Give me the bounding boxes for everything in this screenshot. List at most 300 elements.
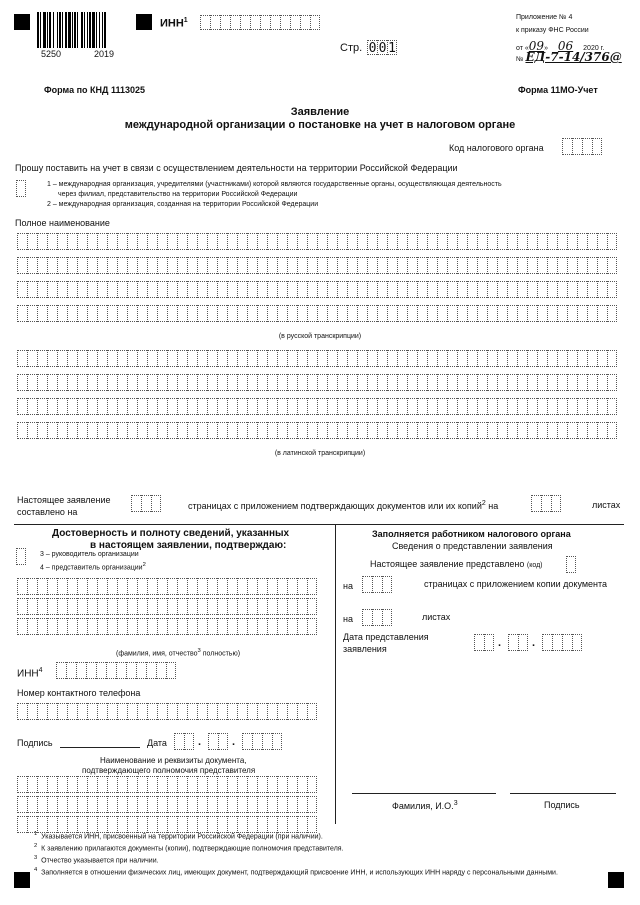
input-cell[interactable] [197, 350, 207, 367]
input-cell[interactable] [141, 495, 151, 512]
input-cell[interactable] [67, 350, 77, 367]
input-cell[interactable] [497, 233, 507, 250]
input-cell[interactable] [117, 618, 127, 635]
input-cell[interactable] [477, 374, 487, 391]
input-cell[interactable] [566, 556, 576, 573]
input-cell[interactable] [107, 776, 117, 793]
input-cell[interactable] [27, 350, 37, 367]
input-cell[interactable] [407, 233, 417, 250]
input-cell[interactable] [597, 281, 607, 298]
input-cell[interactable] [367, 233, 377, 250]
input-cell[interactable] [187, 305, 197, 322]
input-cell[interactable] [497, 422, 507, 439]
input-cell[interactable] [97, 703, 107, 720]
input-cell[interactable] [277, 618, 287, 635]
input-cell[interactable] [287, 257, 297, 274]
input-cell[interactable] [437, 374, 447, 391]
input-cell[interactable] [117, 281, 127, 298]
input-cell[interactable] [97, 598, 107, 615]
input-cell[interactable] [167, 776, 177, 793]
input-cell[interactable] [167, 233, 177, 250]
input-cell[interactable] [67, 703, 77, 720]
input-cell[interactable] [447, 398, 457, 415]
input-cell[interactable] [337, 350, 347, 367]
input-cell[interactable] [277, 233, 287, 250]
input-cell[interactable] [67, 257, 77, 274]
input-cell[interactable] [57, 703, 67, 720]
input-cell[interactable] [397, 281, 407, 298]
input-cell[interactable] [277, 374, 287, 391]
input-cell[interactable] [397, 350, 407, 367]
input-cell[interactable] [76, 662, 86, 679]
input-cell[interactable] [427, 281, 437, 298]
input-cell[interactable] [107, 796, 117, 813]
input-cell[interactable] [397, 374, 407, 391]
input-cell[interactable] [577, 374, 587, 391]
input-cell[interactable] [257, 257, 267, 274]
input-cell[interactable] [167, 281, 177, 298]
input-cell[interactable] [527, 350, 537, 367]
input-cell[interactable] [187, 281, 197, 298]
input-cell[interactable] [497, 398, 507, 415]
input-cell[interactable] [397, 422, 407, 439]
input-cell[interactable] [287, 703, 297, 720]
date-year-cells[interactable] [242, 733, 282, 750]
input-cell[interactable] [207, 703, 217, 720]
input-cell[interactable] [177, 776, 187, 793]
input-cell[interactable] [542, 634, 552, 651]
input-cell[interactable] [307, 598, 317, 615]
input-cell[interactable] [557, 398, 567, 415]
input-cell[interactable] [57, 578, 67, 595]
input-cell[interactable] [607, 305, 617, 322]
input-cell[interactable] [577, 305, 587, 322]
input-cell[interactable] [227, 422, 237, 439]
input-cell[interactable] [227, 374, 237, 391]
input-cell[interactable] [217, 305, 227, 322]
input-cell[interactable] [167, 350, 177, 367]
input-cell[interactable] [157, 578, 167, 595]
input-cell[interactable] [287, 796, 297, 813]
input-cell[interactable] [67, 281, 77, 298]
grid-row[interactable] [17, 618, 317, 635]
input-cell[interactable] [457, 422, 467, 439]
input-cell[interactable] [117, 796, 127, 813]
input-cell[interactable] [187, 598, 197, 615]
input-cell[interactable] [197, 233, 207, 250]
inn-cells[interactable] [200, 15, 320, 30]
input-cell[interactable] [287, 374, 297, 391]
input-cell[interactable] [307, 350, 317, 367]
input-cell[interactable] [417, 422, 427, 439]
input-cell[interactable] [497, 281, 507, 298]
input-cell[interactable] [397, 257, 407, 274]
input-cell[interactable] [87, 305, 97, 322]
input-cell[interactable] [227, 578, 237, 595]
input-cell[interactable] [87, 618, 97, 635]
input-cell[interactable] [117, 598, 127, 615]
input-cell[interactable] [137, 398, 147, 415]
input-cell[interactable] [317, 398, 327, 415]
input-cell[interactable] [337, 281, 347, 298]
input-cell[interactable] [177, 374, 187, 391]
input-cell[interactable] [592, 138, 602, 155]
input-cell[interactable] [87, 233, 97, 250]
input-cell[interactable] [487, 374, 497, 391]
input-cell[interactable] [27, 374, 37, 391]
input-cell[interactable] [327, 233, 337, 250]
input-cell[interactable] [267, 305, 277, 322]
input-cell[interactable] [197, 305, 207, 322]
input-cell[interactable] [377, 422, 387, 439]
input-cell[interactable] [97, 305, 107, 322]
input-cell[interactable] [317, 374, 327, 391]
input-cell[interactable] [277, 796, 287, 813]
input-cell[interactable] [317, 350, 327, 367]
input-cell[interactable] [517, 374, 527, 391]
input-cell[interactable] [587, 233, 597, 250]
input-cell[interactable] [297, 796, 307, 813]
input-cell[interactable] [467, 281, 477, 298]
input-cell[interactable] [67, 233, 77, 250]
input-cell[interactable] [507, 398, 517, 415]
input-cell[interactable] [47, 776, 57, 793]
input-cell[interactable] [177, 233, 187, 250]
input-cell[interactable] [17, 776, 27, 793]
input-cell[interactable] [117, 233, 127, 250]
input-cell[interactable] [107, 281, 117, 298]
input-cell[interactable] [474, 634, 484, 651]
input-cell[interactable] [177, 598, 187, 615]
input-cell[interactable] [107, 374, 117, 391]
input-cell[interactable] [607, 257, 617, 274]
input-cell[interactable] [607, 233, 617, 250]
input-cell[interactable] [257, 776, 267, 793]
input-cell[interactable] [567, 398, 577, 415]
input-cell[interactable] [67, 776, 77, 793]
input-cell[interactable] [407, 374, 417, 391]
input-cell[interactable] [327, 281, 337, 298]
input-cell[interactable] [317, 305, 327, 322]
input-cell[interactable] [147, 350, 157, 367]
input-cell[interactable] [47, 422, 57, 439]
input-cell[interactable] [267, 776, 277, 793]
input-cell[interactable] [572, 634, 582, 651]
input-cell[interactable] [607, 422, 617, 439]
input-cell[interactable] [467, 422, 477, 439]
input-cell[interactable] [57, 598, 67, 615]
input-cell[interactable] [417, 257, 427, 274]
input-cell[interactable] [267, 398, 277, 415]
input-cell[interactable] [17, 398, 27, 415]
input-cell[interactable] [167, 703, 177, 720]
input-cell[interactable] [87, 281, 97, 298]
input-cell[interactable] [337, 374, 347, 391]
input-cell[interactable] [97, 374, 107, 391]
input-cell[interactable] [227, 281, 237, 298]
input-cell[interactable] [307, 796, 317, 813]
input-cell[interactable] [327, 257, 337, 274]
input-cell[interactable] [127, 598, 137, 615]
input-cell[interactable] [137, 257, 147, 274]
input-cell[interactable] [37, 374, 47, 391]
input-cell[interactable] [267, 257, 277, 274]
input-cell[interactable] [227, 398, 237, 415]
input-cell[interactable] [77, 618, 87, 635]
input-cell[interactable] [27, 398, 37, 415]
input-cell[interactable] [17, 598, 27, 615]
input-cell[interactable] [137, 422, 147, 439]
input-cell[interactable] [357, 281, 367, 298]
input-cell[interactable] [417, 233, 427, 250]
input-cell[interactable] [37, 422, 47, 439]
input-cell[interactable] [260, 15, 270, 30]
input-cell[interactable] [147, 281, 157, 298]
input-cell[interactable] [157, 776, 167, 793]
input-cell[interactable] [217, 796, 227, 813]
input-cell[interactable] [297, 776, 307, 793]
input-cell[interactable] [127, 350, 137, 367]
input-cell[interactable] [137, 233, 147, 250]
right-sheets-cells[interactable] [362, 609, 392, 626]
input-cell[interactable] [367, 374, 377, 391]
input-cell[interactable] [107, 350, 117, 367]
input-cell[interactable] [27, 618, 37, 635]
input-cell[interactable] [407, 257, 417, 274]
input-cell[interactable] [237, 796, 247, 813]
input-cell[interactable] [97, 398, 107, 415]
input-cell[interactable] [367, 305, 377, 322]
input-cell[interactable] [117, 305, 127, 322]
input-cell[interactable] [17, 422, 27, 439]
input-cell[interactable] [157, 598, 167, 615]
input-cell[interactable] [167, 578, 177, 595]
input-cell[interactable] [577, 281, 587, 298]
input-cell[interactable] [207, 422, 217, 439]
input-cell[interactable] [247, 598, 257, 615]
input-cell[interactable] [127, 233, 137, 250]
input-cell[interactable] [237, 281, 247, 298]
input-cell[interactable] [247, 305, 257, 322]
input-cell[interactable] [127, 578, 137, 595]
signature-line-right[interactable] [510, 793, 616, 794]
input-cell[interactable] [217, 776, 227, 793]
grid-row[interactable] [17, 776, 317, 793]
input-cell[interactable] [527, 281, 537, 298]
input-cell[interactable] [227, 233, 237, 250]
input-cell[interactable] [227, 796, 237, 813]
tax-office-cells[interactable] [562, 138, 602, 155]
input-cell[interactable] [127, 776, 137, 793]
input-cell[interactable] [287, 305, 297, 322]
input-cell[interactable] [247, 398, 257, 415]
input-cell[interactable] [107, 398, 117, 415]
input-cell[interactable] [387, 350, 397, 367]
input-cell[interactable] [547, 305, 557, 322]
input-cell[interactable] [497, 257, 507, 274]
grid-row[interactable] [17, 374, 617, 391]
input-cell[interactable] [147, 776, 157, 793]
input-cell[interactable] [552, 634, 562, 651]
input-cell[interactable] [287, 422, 297, 439]
input-cell[interactable] [577, 233, 587, 250]
input-cell[interactable] [47, 618, 57, 635]
input-cell[interactable] [287, 776, 297, 793]
input-cell[interactable] [347, 257, 357, 274]
input-cell[interactable] [557, 422, 567, 439]
input-cell[interactable] [427, 374, 437, 391]
input-cell[interactable] [217, 398, 227, 415]
input-cell[interactable] [277, 350, 287, 367]
input-cell[interactable] [597, 233, 607, 250]
input-cell[interactable] [57, 796, 67, 813]
input-cell[interactable] [210, 15, 220, 30]
input-cell[interactable] [277, 281, 287, 298]
input-cell[interactable] [397, 398, 407, 415]
input-cell[interactable] [517, 257, 527, 274]
input-cell[interactable] [537, 398, 547, 415]
input-cell[interactable] [247, 350, 257, 367]
input-cell[interactable] [582, 138, 592, 155]
input-cell[interactable] [147, 703, 157, 720]
input-cell[interactable] [157, 305, 167, 322]
input-cell[interactable] [217, 233, 227, 250]
input-cell[interactable] [527, 374, 537, 391]
input-cell[interactable] [27, 257, 37, 274]
input-cell[interactable] [157, 703, 167, 720]
input-cell[interactable] [77, 776, 87, 793]
input-cell[interactable] [27, 796, 37, 813]
input-cell[interactable] [57, 305, 67, 322]
input-cell[interactable] [280, 15, 290, 30]
input-cell[interactable] [16, 548, 26, 565]
input-cell[interactable] [537, 281, 547, 298]
input-cell[interactable] [437, 305, 447, 322]
input-cell[interactable] [557, 374, 567, 391]
input-cell[interactable] [237, 422, 247, 439]
input-cell[interactable] [437, 350, 447, 367]
input-cell[interactable] [217, 422, 227, 439]
input-cell[interactable] [237, 233, 247, 250]
input-cell[interactable] [270, 15, 280, 30]
input-cell[interactable] [517, 233, 527, 250]
input-cell[interactable] [77, 281, 87, 298]
input-cell[interactable] [47, 233, 57, 250]
input-cell[interactable] [37, 618, 47, 635]
input-cell[interactable] [507, 350, 517, 367]
input-cell[interactable] [487, 233, 497, 250]
input-cell[interactable] [307, 618, 317, 635]
input-cell[interactable] [97, 422, 107, 439]
input-cell[interactable] [307, 703, 317, 720]
input-cell[interactable] [227, 305, 237, 322]
input-cell[interactable] [367, 257, 377, 274]
input-cell[interactable] [137, 281, 147, 298]
input-cell[interactable] [217, 618, 227, 635]
input-cell[interactable] [327, 374, 337, 391]
input-cell[interactable] [67, 618, 77, 635]
input-cell[interactable] [518, 634, 528, 651]
input-cell[interactable] [67, 578, 77, 595]
input-cell[interactable] [157, 796, 167, 813]
input-cell[interactable] [187, 796, 197, 813]
input-cell[interactable] [337, 233, 347, 250]
input-cell[interactable] [177, 350, 187, 367]
input-cell[interactable] [377, 257, 387, 274]
right-date-year[interactable] [542, 634, 582, 651]
input-cell[interactable] [447, 350, 457, 367]
input-cell[interactable] [37, 776, 47, 793]
input-cell[interactable] [437, 233, 447, 250]
input-cell[interactable] [347, 350, 357, 367]
input-cell[interactable] [537, 422, 547, 439]
input-cell[interactable] [67, 398, 77, 415]
input-cell[interactable] [167, 305, 177, 322]
input-cell[interactable] [87, 422, 97, 439]
input-cell[interactable] [497, 350, 507, 367]
input-cell[interactable] [207, 281, 217, 298]
input-cell[interactable] [267, 796, 277, 813]
input-cell[interactable] [247, 233, 257, 250]
input-cell[interactable] [117, 398, 127, 415]
input-cell[interactable] [587, 305, 597, 322]
grid-row[interactable] [17, 578, 317, 595]
input-cell[interactable] [107, 257, 117, 274]
input-cell[interactable] [137, 578, 147, 595]
input-cell[interactable] [147, 598, 157, 615]
input-cell[interactable] [307, 257, 317, 274]
input-cell[interactable] [287, 578, 297, 595]
grid-row[interactable] [17, 233, 617, 250]
left-inn-cells[interactable] [56, 662, 176, 679]
input-cell[interactable] [217, 350, 227, 367]
input-cell[interactable] [367, 281, 377, 298]
input-cell[interactable] [517, 281, 527, 298]
input-cell[interactable] [131, 495, 141, 512]
input-cell[interactable] [57, 618, 67, 635]
right-date-day[interactable] [474, 634, 494, 651]
input-cell[interactable] [137, 598, 147, 615]
input-cell[interactable] [537, 350, 547, 367]
input-cell[interactable] [508, 634, 518, 651]
input-cell[interactable] [437, 281, 447, 298]
input-cell[interactable] [377, 305, 387, 322]
input-cell[interactable] [177, 422, 187, 439]
input-cell[interactable] [207, 578, 217, 595]
input-cell[interactable] [177, 796, 187, 813]
input-cell[interactable] [197, 598, 207, 615]
input-cell[interactable] [77, 703, 87, 720]
input-cell[interactable] [357, 305, 367, 322]
input-cell[interactable] [97, 233, 107, 250]
input-cell[interactable] [267, 374, 277, 391]
input-cell[interactable] [267, 618, 277, 635]
input-cell[interactable] [167, 422, 177, 439]
input-cell[interactable] [467, 257, 477, 274]
input-cell[interactable] [157, 350, 167, 367]
input-cell[interactable] [127, 398, 137, 415]
input-cell[interactable] [47, 578, 57, 595]
input-cell[interactable] [347, 281, 357, 298]
input-cell[interactable] [382, 576, 392, 593]
input-cell[interactable] [177, 703, 187, 720]
input-cell[interactable] [17, 350, 27, 367]
input-cell[interactable] [257, 618, 267, 635]
input-cell[interactable] [362, 576, 372, 593]
input-cell[interactable] [277, 257, 287, 274]
input-cell[interactable] [242, 733, 252, 750]
input-cell[interactable] [97, 578, 107, 595]
